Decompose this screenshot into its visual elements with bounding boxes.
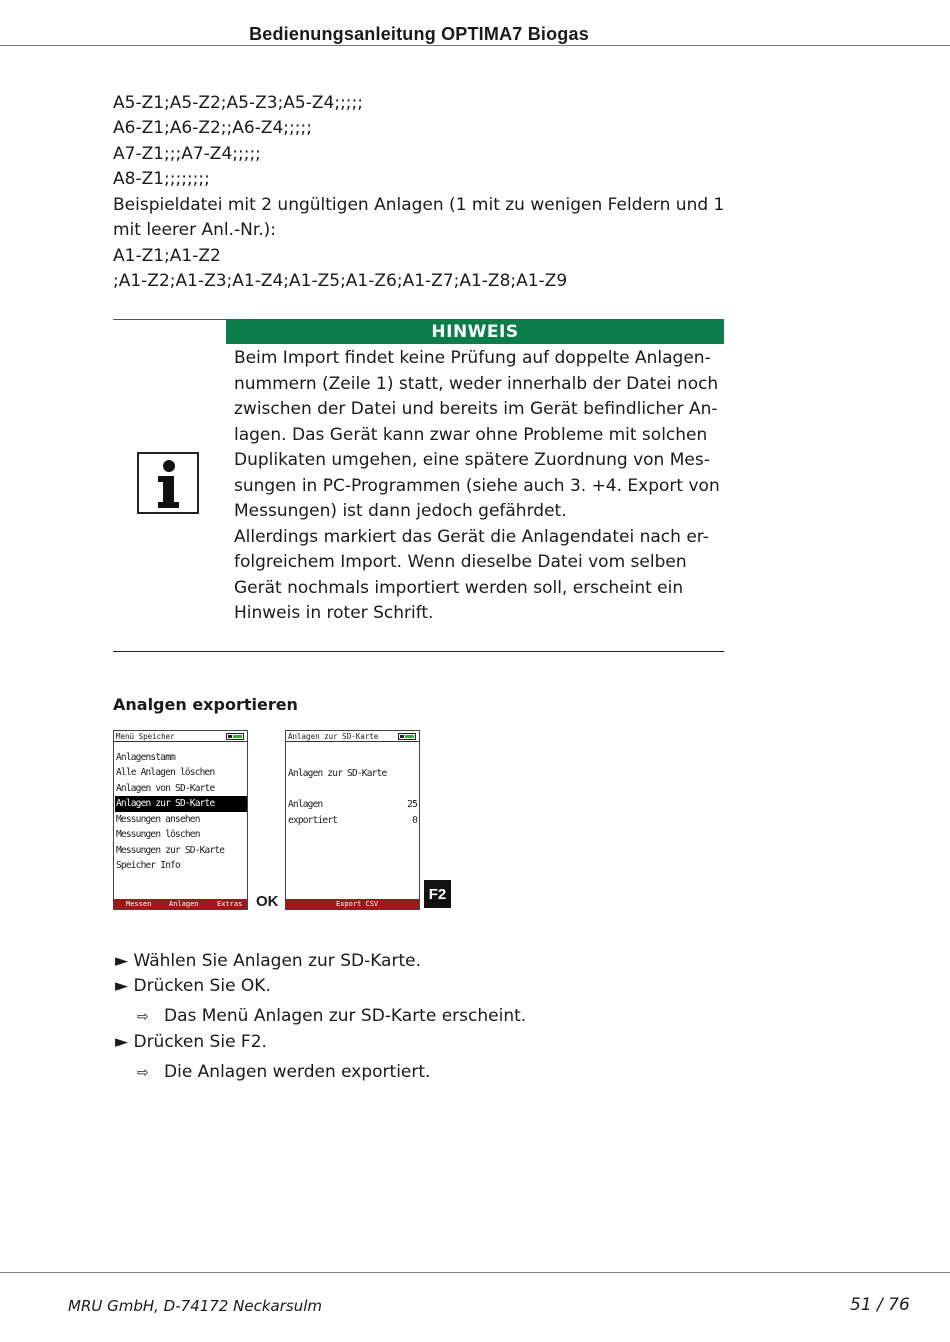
footer-company: MRU GmbH, D-74172 Neckarsulm: [68, 1297, 322, 1315]
note-text-line: Duplikaten umgehen, eine spätere Zuordnung von Mes-: [234, 450, 710, 470]
note-text-line: Messungen) ist dann jedoch gefährdet.: [234, 501, 567, 521]
menu-item-anlagen-von-sd-karte[interactable]: Anlagen von SD-Karte: [116, 783, 215, 794]
note-text-line: folgreichem Import. Wenn dieselbe Datei vom selben: [234, 552, 687, 572]
function-key-bar: [286, 899, 419, 909]
menu-item-alle-anlagen-loeschen[interactable]: Alle Anlagen löschen: [116, 767, 215, 778]
note-text-line: lagen. Das Gerät kann zwar ohne Probleme mit solchen: [234, 425, 708, 445]
note-text-line: Gerät nochmals importiert werden soll, erscheint ein: [234, 578, 684, 598]
row-value-exportiert: 0: [412, 815, 417, 826]
device-screen-menu-speicher: [113, 730, 248, 910]
example-line: A1-Z1;A1-Z2: [113, 246, 221, 266]
result-arrow-icon: ⇨: [137, 1065, 149, 1081]
f2-key-icon: F2: [424, 880, 451, 908]
note-text-line: zwischen der Datei und bereits im Gerät befindlicher An-: [234, 399, 718, 419]
menu-item-messungen-zur-sd-karte[interactable]: Messungen zur SD-Karte: [116, 845, 225, 856]
instruction-result: [137, 1006, 526, 1026]
example-line: A8-Z1;;;;;;;;: [113, 169, 210, 189]
fkey-messen[interactable]: Messen: [126, 900, 152, 908]
result-text: Das Menü Anlagen zur SD-Karte erscheint.: [164, 1006, 527, 1026]
example-line: A7-Z1;;;A7-Z4;;;;;: [113, 144, 261, 164]
row-label-anlagen: Anlagen: [288, 799, 323, 810]
screen-title: Anlagen zur SD-Karte: [288, 732, 379, 741]
device-screen-anlagen-zur-sd-karte: [285, 730, 420, 910]
note-box: [113, 319, 724, 652]
section-title: Analgen exportieren: [113, 695, 298, 714]
screen-title: Menü Speicher: [116, 732, 175, 741]
instruction-step: ► Drücken Sie OK.: [115, 976, 271, 996]
instruction-step: ► Wählen Sie Anlagen zur SD-Karte.: [115, 951, 421, 971]
example-description: Beispieldatei mit 2 ungültigen Anlagen (1 mit zu wenigen Feldern und 1: [113, 195, 725, 215]
note-bottom-rule: [113, 651, 724, 652]
note-text-line: sungen in PC-Programmen (siehe auch 3. +4. Export von: [234, 476, 720, 496]
instruction-result: [137, 1062, 430, 1082]
note-heading: HINWEIS: [226, 319, 724, 344]
note-text-line: Beim Import findet keine Prüfung auf doppelte Anlagen-: [234, 348, 711, 368]
menu-item-messungen-ansehen[interactable]: Messungen ansehen: [116, 814, 200, 825]
fkey-anlagen[interactable]: Anlagen: [169, 900, 199, 908]
fkey-export-csv[interactable]: Export CSV: [336, 900, 379, 908]
document-header-title: Bedienungsanleitung OPTIMA7 Biogas: [249, 24, 589, 44]
ok-key-label: OK: [256, 893, 279, 910]
menu-item-anlagenstamm[interactable]: Anlagenstamm: [116, 752, 176, 763]
menu-item-anlagen-zur-sd-karte[interactable]: Anlagen zur SD-Karte: [115, 796, 247, 812]
row-label-exportiert: exportiert: [288, 815, 338, 826]
menu-item-messungen-loeschen[interactable]: Messungen löschen: [116, 829, 200, 840]
info-icon: [137, 452, 199, 514]
note-text-line: Hinweis in roter Schrift.: [234, 603, 434, 623]
row-value-anlagen: 25: [407, 799, 417, 810]
battery-icon: [226, 733, 244, 740]
function-key-bar: [114, 899, 247, 909]
example-line: ;A1-Z2;A1-Z3;A1-Z4;A1-Z5;A1-Z6;A1-Z7;A1-Z8;A1-Z9: [113, 271, 568, 291]
result-arrow-icon: ⇨: [137, 1009, 149, 1025]
menu-item-speicher-info[interactable]: Speicher Info: [116, 860, 180, 871]
note-top-rule: [113, 319, 226, 320]
note-text-line: Allerdings markiert das Gerät die Anlagendatei nach er-: [234, 527, 709, 547]
screen-heading: Anlagen zur SD-Karte: [288, 768, 387, 779]
example-line: A6-Z1;A6-Z2;;A6-Z4;;;;;: [113, 118, 312, 138]
battery-icon: [398, 733, 416, 740]
instruction-step: ► Drücken Sie F2.: [115, 1032, 267, 1052]
page-number: 51 / 76: [850, 1295, 910, 1315]
footer-rule: [0, 1272, 950, 1273]
example-description: mit leerer Anl.-Nr.):: [113, 220, 277, 240]
result-text: Die Anlagen werden exportiert.: [164, 1062, 431, 1082]
fkey-extras[interactable]: Extras: [217, 900, 243, 908]
example-line: A5-Z1;A5-Z2;A5-Z3;A5-Z4;;;;;: [113, 93, 363, 113]
header-rule: [0, 45, 950, 46]
note-text-line: nummern (Zeile 1) statt, weder innerhalb der Datei noch: [234, 374, 719, 394]
